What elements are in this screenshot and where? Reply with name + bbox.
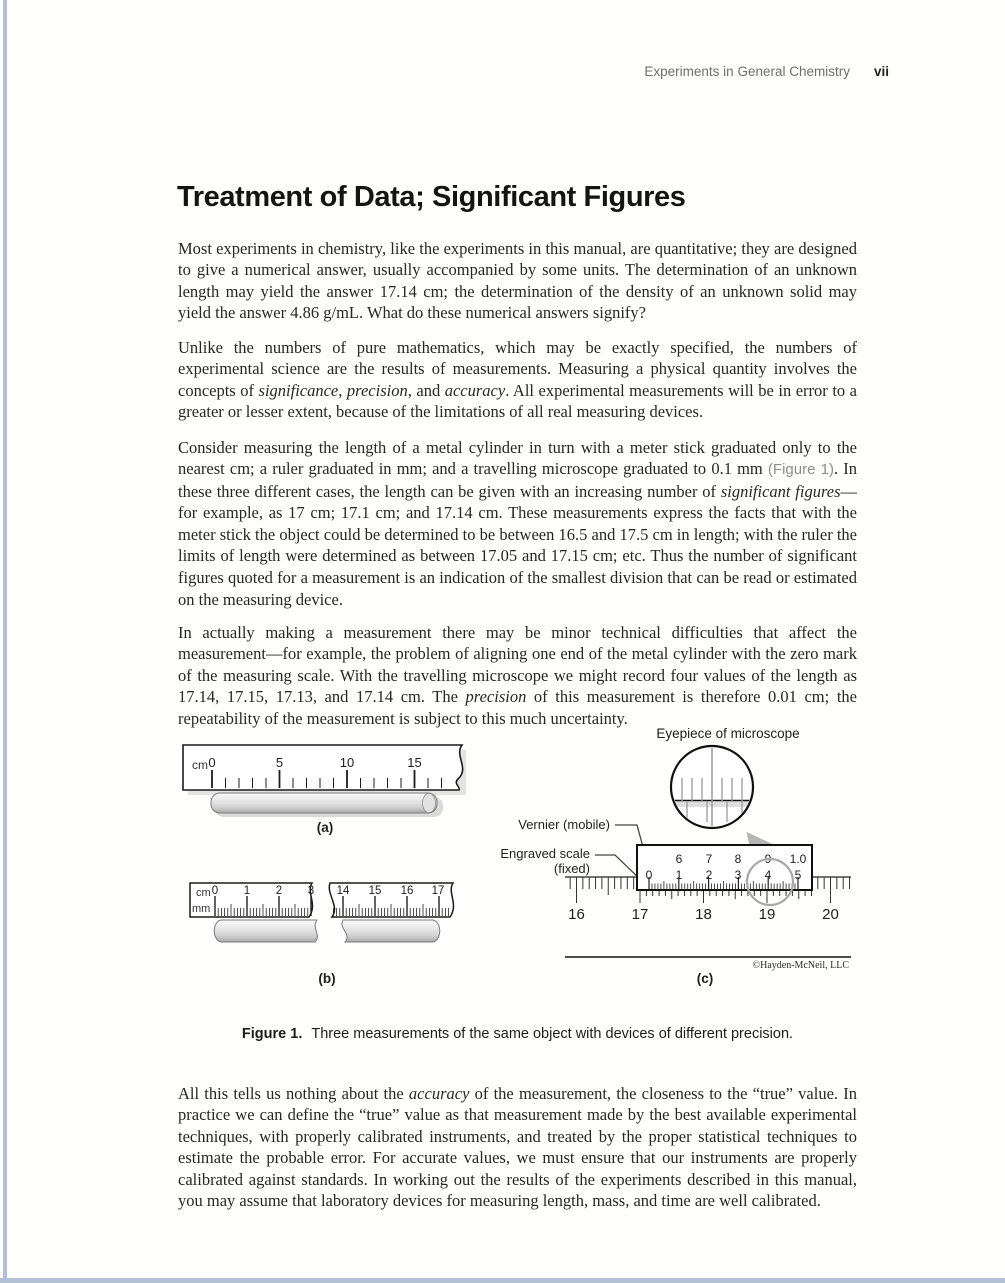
- running-head-title: Experiments in General Chemistry: [644, 64, 850, 79]
- text-run: accuracy: [444, 380, 506, 400]
- vernier-top-number: 6: [675, 852, 683, 866]
- panel-a-meter-stick: [183, 745, 466, 835]
- text-run: precision: [465, 687, 527, 707]
- vernier-bottom-number: 5: [794, 868, 802, 882]
- main-scale-number: 16: [568, 906, 585, 923]
- text-run: significant figures: [720, 481, 841, 501]
- text-run: In actually making a measurement there may be minor technical difficulties that affect the measurement—for example, the problem of aligning one end of the metal cylinder with the zero mark of the measuring scale. With the travelling microscope we might record four values of the length as 17.14, 17.15, 17.13, and 17.14 cm. The: [178, 622, 857, 707]
- text-run: All this tells us nothing about the: [178, 1083, 409, 1103]
- ruler-a-number: 10: [339, 755, 355, 770]
- cylinder-a: [211, 793, 437, 813]
- text-run: . In these three different cases, the length can be given with an increasing number of: [178, 459, 857, 501]
- page-header: [644, 64, 889, 79]
- main-scale-number: 19: [758, 906, 776, 923]
- ruler-a-number: 15: [407, 755, 422, 770]
- vernier-top-number: 1.0: [789, 852, 807, 866]
- ruler-b-cm-label: cm: [196, 887, 211, 899]
- vernier-bottom-number: 4: [764, 868, 772, 882]
- engraved-scale-label: Engraved scale: [500, 846, 590, 861]
- text-run: of the measurement, the closeness to the “true” value. In practice we can define the “true” value as that measurement made by the best available experimental techniques, with properly calibrated instruments, and treated by the proper statistical techniques to estimate the probable error. For accurate values, we must ensure that our instruments are properly calibrated against standards. In working out the results of the experiments described in this manual, you may assume that laboratory devices for measuring length, mass, and time are well calibrated.: [178, 1083, 858, 1211]
- figure-reference: (Figure 1): [767, 461, 834, 479]
- text-run: . All experimental measurements will be in error to a greater or lesser extent, because of the limitations of all real measuring devices.: [178, 380, 857, 422]
- ruler-b-number: 3: [307, 885, 315, 897]
- cylinder-b-left: [214, 920, 317, 942]
- vernier-bottom-number: 2: [705, 868, 713, 882]
- vernier-bottom-number: 0: [645, 868, 653, 882]
- main-scale-number: 20: [822, 906, 839, 923]
- vernier-top-number: 7: [705, 852, 713, 866]
- ruler-b-mm-label: mm: [192, 903, 211, 915]
- text-run: Consider measuring the length of a metal cylinder in turn with a meter stick graduated only to the nearest cm; a ruler graduated in mm; and a travelling microscope graduated to 0.1 mm: [178, 437, 857, 479]
- body-paragraph-3: [178, 437, 857, 611]
- body-paragraph-5: [178, 1083, 857, 1213]
- ruler-b-number: 14: [336, 885, 350, 897]
- body-paragraph-1: [178, 238, 857, 324]
- figure-caption-text: Three measurements of the same object with devices of different precision.: [311, 1026, 794, 1042]
- figure-1-illustration: [165, 722, 865, 994]
- vernier-leader-line: [615, 825, 643, 847]
- vernier-top-number: 9: [764, 852, 772, 866]
- figure-caption: [178, 1026, 857, 1042]
- text-run: ,: [338, 380, 347, 400]
- vernier-bottom-number: 1: [675, 868, 683, 882]
- page-number: vii: [873, 64, 889, 79]
- cylinder-a-end-cap: [423, 793, 436, 812]
- main-scale-number: 17: [631, 906, 649, 923]
- cylinder-b-right: [342, 920, 440, 942]
- vernier-label: Vernier (mobile): [518, 817, 610, 832]
- text-run: —for example, as 17 cm; 17.1 cm; and 17.14 cm. These measurements express the facts that with the meter stick the object could be determined to be between 16.5 and 17.5 cm in length; with the ruler the limits of length were determined as between 17.05 and 17.15 cm; etc. Thus the number of significant figures quoted for a measurement is an indication of the smallest division that can be read or estimated on the measuring device.: [178, 481, 857, 609]
- ruler-b-number: 16: [400, 885, 414, 897]
- ruler-b-number: 0: [211, 885, 219, 897]
- engraved-scale-label-2: (fixed): [553, 861, 590, 876]
- body-paragraph-4: [178, 622, 857, 730]
- ruler-b-number: 1: [243, 885, 251, 897]
- text-run: accuracy: [408, 1083, 470, 1103]
- text-run: precision: [346, 380, 408, 400]
- panel-c-travelling-microscope: [500, 726, 851, 986]
- vernier-box: [637, 845, 812, 890]
- text-run: significance: [258, 380, 339, 400]
- copyright-notice: ©Hayden-McNeil, LLC: [752, 960, 849, 971]
- figure-caption-label: Figure 1.: [241, 1026, 303, 1042]
- panel-c-label: (c): [696, 971, 714, 986]
- ruler-b-number: 15: [368, 885, 382, 897]
- panel-b-label: (b): [318, 971, 336, 986]
- ruler-b-number: 2: [275, 885, 283, 897]
- eyepiece-label: Eyepiece of microscope: [656, 726, 800, 741]
- page-edge-bottom: [0, 1278, 1005, 1283]
- text-run: of this measurement is therefore 0.01 cm; the repeatability of the measurement is subject to this much uncertainty.: [178, 687, 857, 728]
- text-run: Most experiments in chemistry, like the experiments in this manual, are quantitative; they are designed to give a numerical answer, usually accompanied by some units. The determination of an unknown length may yield the answer 17.14 cm; the determination of the density of an unknown solid may yield the answer 4.86 g/mL. What do these numerical answers signify?: [178, 238, 857, 323]
- page-title: Treatment of Data; Significant Figures: [177, 181, 686, 214]
- vernier-top-number: 8: [734, 852, 742, 866]
- ruler-a-unit-label: cm: [192, 758, 208, 772]
- panel-a-label: (a): [316, 820, 334, 835]
- text-run: Unlike the numbers of pure mathematics, which may be exactly specified, the numbers of experimental science are the results of measurements. Measuring a physical quantity involves the concepts of: [178, 337, 857, 400]
- panel-b-mm-ruler: [190, 883, 453, 986]
- text-run: , and: [407, 380, 445, 400]
- vernier-bottom-number: 3: [734, 868, 742, 882]
- ruler-b-number: 17: [431, 885, 445, 897]
- page-edge-left: [3, 0, 7, 1283]
- body-paragraph-2: [178, 337, 857, 423]
- ruler-a-number: 5: [275, 755, 284, 770]
- ruler-a-number: 0: [208, 755, 216, 770]
- main-scale-number: 18: [695, 906, 712, 923]
